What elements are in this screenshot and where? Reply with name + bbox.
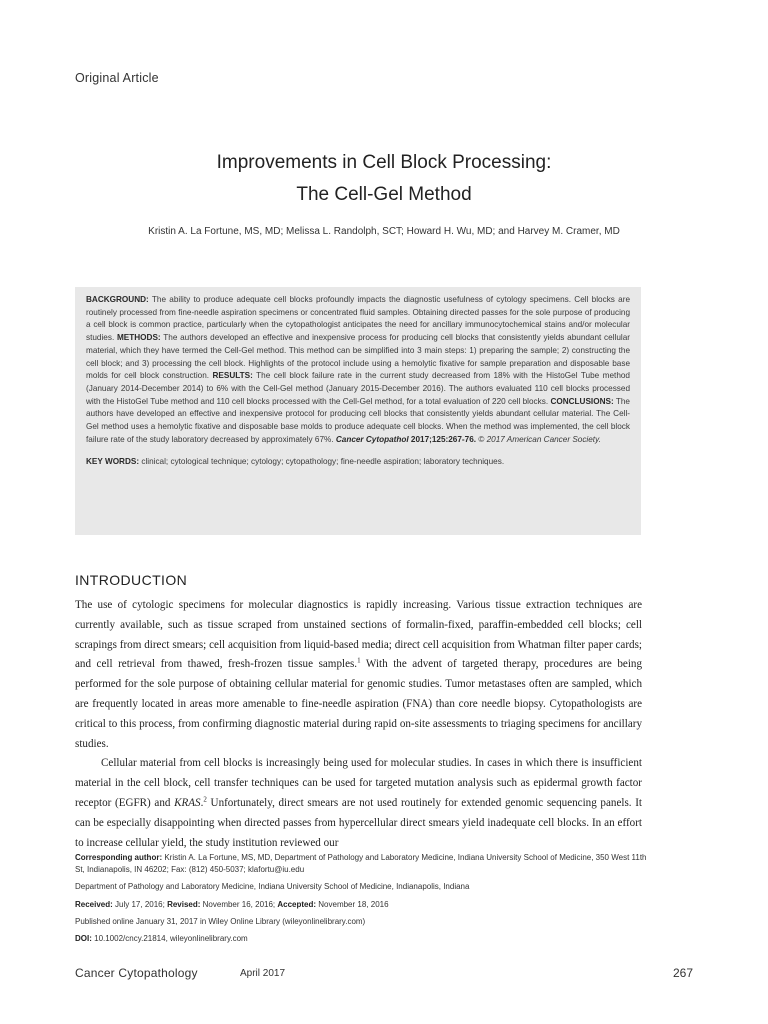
article-title (0, 147, 768, 211)
footer-journal: Cancer Cytopathology (75, 966, 198, 980)
results-text: The cell block failure rate in the current study decreased from 18% with the HistoGel Tube method (January 2014-December 2014) to 6% with the Cell-Gel method (January 2015-December 2016). The authors evaluated 110 cell blocks processed with the HistoGel Tube method and 110 cell blocks processed with the Cell-Gel method, for a total evaluation of 220 cell blocks. (86, 371, 630, 406)
doi-text: 10.1002/cncy.21814, wileyonlinelibrary.com (91, 934, 248, 944)
abstract-box (75, 287, 641, 535)
footer-date: April 2017 (240, 968, 286, 979)
conclusions-label: CONCLUSIONS: (550, 396, 614, 406)
conclusions-text: The authors have developed an effective and inexpensive protocol for producing cell blocks that consistently yields abundant cellular material. The Cell-Gel method uses a hemolytic fixative and disposable base molds to produce adequate cell blocks. When the method was implemented, the cell block failure rate of the study laboratory decreased by approximately 67%. (86, 396, 630, 444)
keywords (86, 456, 630, 469)
p2-text-b: Unfortunately, direct smears are not used routinely for extended genomic sequencing panels. It can be especially disappointing when directed passes from hypercellular direct smears yield inadequate cell blocks. In an effort to increase cellular yield, the study institution reviewed our (75, 796, 642, 849)
p1-text-b: With the advent of targeted therapy, procedures are being performed for the sole purpose of obtaining cellular material for genomic studies. Tumor metastases often are sampled, which are frequently located in areas more amenable to fine-needle aspiration (FNA) than core needle biopsy. Cytopathologists are critical to this process, from confirming diagnostic material during rapid on-site assessments to triaging specimens for ancillary studies. (75, 658, 642, 750)
author-list: Kristin A. La Fortune, MS, MD; Melissa L. Randolph, SCT; Howard H. Wu, MD; and Harvey M. Cramer, MD (148, 226, 620, 237)
corresponding-label: Corresponding author: (75, 853, 163, 862)
dates (75, 899, 655, 911)
corresponding-author (75, 852, 655, 876)
intro-paragraph-2: Cellular material from cell blocks is increasingly being used for molecular studies. In cases in which there is insufficient material in the cell block, cell transfer techniques can be used for targeted mutation analysis such as epidermal growth factor receptor (EGFR) and KRAS.$^2$ Unfortunately, direct smears are not used routinely for extended genomic sequencing panels. It can be especially disappointing when directed passes from hypercellular direct smears yield inadequate cell blocks. In an effort to increase cellular yield, the study institution reviewed our (75, 757, 642, 849)
intro-paragraph-1 (75, 596, 642, 754)
background-label: BACKGROUND: (86, 295, 149, 304)
affiliation: Department of Pathology and Laboratory Medicine, Indiana University School of Medicine, Indianapolis, Indiana (75, 882, 470, 892)
section-label: Original Article (75, 71, 159, 85)
citation-volume: 2017;125:267-76. (408, 434, 477, 444)
p2-text-a: Cellular material from cell blocks is increasingly being used for molecular studies. In cases in which there is insufficient material in the cell block, cell transfer techniques can be used for targeted mutation analysis such as epidermal growth factor receptor (EGFR) and (75, 757, 642, 809)
abstract-body (86, 294, 630, 446)
accepted-label: Accepted: (277, 899, 317, 909)
copyright: © 2017 American Cancer Society. (476, 434, 601, 444)
citation-journal: Cancer Cytopathol (335, 434, 409, 444)
article-notes (75, 852, 655, 945)
keywords-label: KEY WORDS: (86, 457, 140, 467)
doi-label: DOI: (75, 934, 92, 944)
p1-text-a: The use of cytologic specimens for molecular diagnostics is rapidly increasing. Various tissue extraction techniques are currently available, such as tissue scraped from unstained sections of formalin-fixed, paraffin-embedded cell blocks; cell scrapings from direct smears; cell acquisition from liquid-based media; direct cell acquisition from Whatman filter paper cards; and cell retrieval from thawed, fresh-frozen tissue samples. (75, 599, 642, 671)
doi (75, 933, 655, 945)
title-line-2: The Cell-Gel Method (296, 184, 472, 205)
methods-text: The authors developed an effective and inexpensive process for producing cell blocks that consistently yields abundant cellular material, which they have termed the Cell-Gel method. This method can be simplified into 3 main steps: 1) preparing the sample; 2) constructing the cell block; and 3) processing the cell block. Highlights of the protocol include using a hemolytic fixative for sample preparation and disposable base molds for cell block construction. (86, 333, 630, 381)
results-label: RESULTS: (212, 371, 253, 381)
keywords-text: clinical; cytological technique; cytology; cytopathology; fine-needle aspiration; laboratory techniques. (139, 457, 505, 467)
background-text: The ability to produce adequate cell blocks profoundly impacts the diagnostic usefulness of cytology specimens. Cell blocks are routinely processed from fine-needle aspiration specimens or concentrated fluid samples. Obtaining directed passes for the sole purpose of producing a cell block is common practice, particularly when the cytopathologist anticipates the need for ancillary immunocytochemical stains and/or molecular studies. (86, 295, 630, 343)
reference-1: 1 (357, 656, 361, 665)
revised-date: November 16, 2016; (200, 899, 278, 909)
introduction-heading: INTRODUCTION (75, 572, 188, 588)
page-number: 267 (672, 966, 693, 980)
received-label: Received: (75, 899, 113, 909)
corresponding-text: Kristin A. La Fortune, MS, MD, Department of Pathology and Laboratory Medicine, Indiana University School of Medicine, 350 West 11th St, Indianapolis, IN 46202; Fax: (812) 450-5037; klafortu@iu.edu (75, 853, 647, 875)
revised-label: Revised: (167, 899, 201, 909)
received-date: July 17, 2016; (112, 899, 168, 909)
published-online: Published online January 31, 2017 in Wiley Online Library (wileyonlinelibrary.com) (75, 916, 366, 926)
introduction-body (75, 596, 642, 853)
title-line-1: Improvements in Cell Block Processing: (216, 152, 552, 173)
reference-2: 2 (203, 795, 207, 804)
accepted-date: November 18, 2016 (316, 899, 389, 909)
kras-term: KRAS (174, 796, 201, 809)
methods-label: METHODS: (116, 333, 161, 343)
